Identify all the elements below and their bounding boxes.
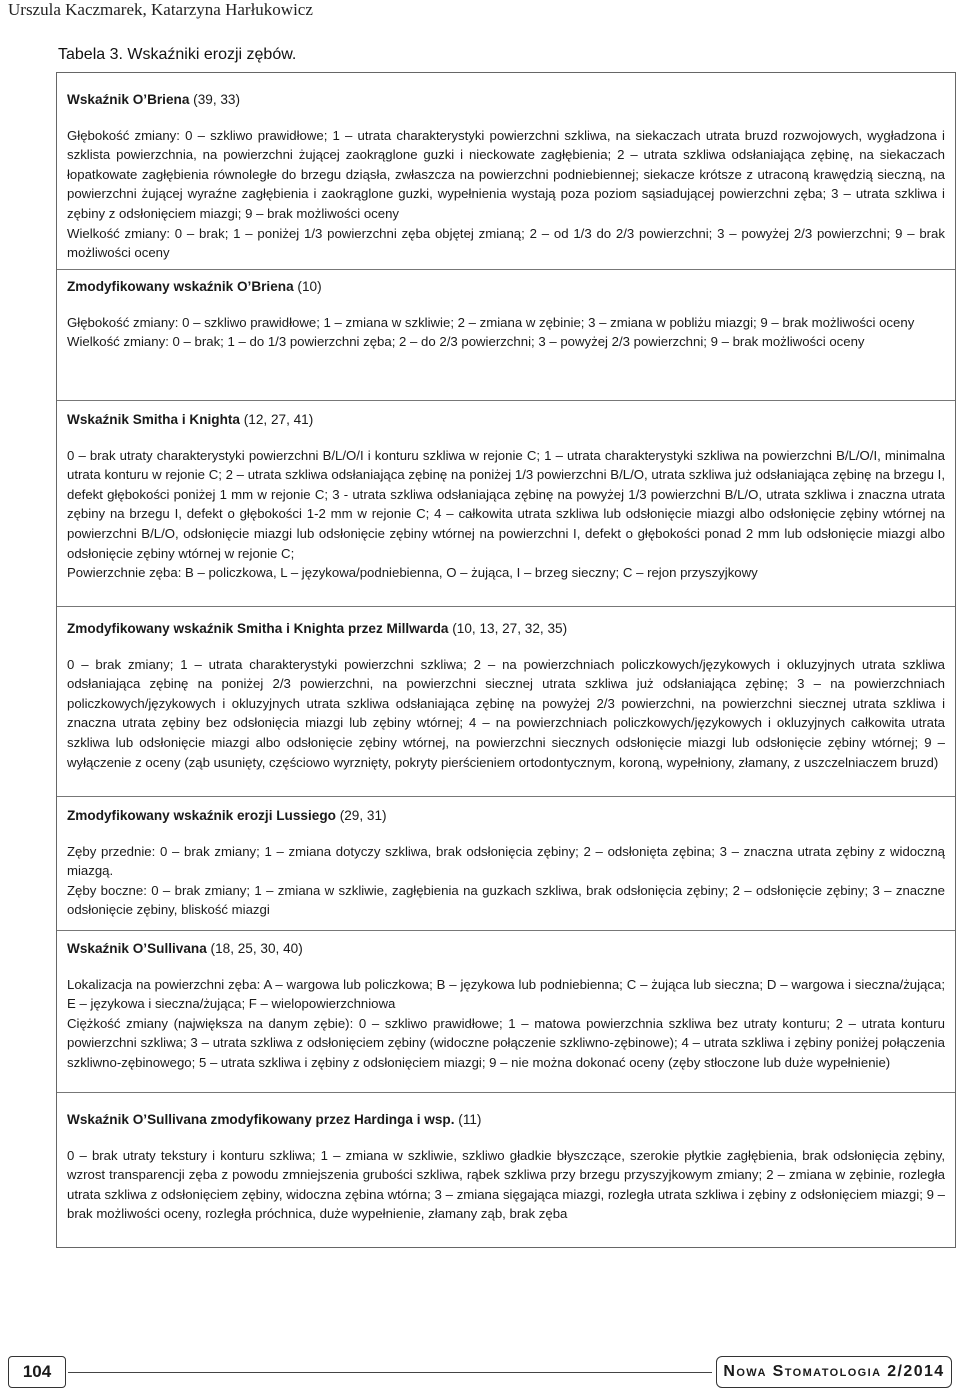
journal-name: Nowa Stomatologia 2/2014	[716, 1356, 952, 1388]
section-paragraph: 0 – brak zmiany; 1 – utrata charakterystyki powierzchni szkliwa; 2 – na powierzchniach policzkowych/językowych i okluzyjnych utrata szkliwa odsłaniająca zębinę na poniżej 2/3 powierzchni, na powierzchni siecznej utrata szkliwa już odsłaniająca zębinę; 3 – na powierzchniach policzkowych/językowych i okluzyjnych utrata szkliwa odsłaniająca zębinę na powyżej 2/3 powierzchni, na powierzchni siecznej utrata szkliwa i znaczna utrata zębiny bez odsłonięcia miazgi lub zębiny wtórnej; 4 – na powierzchniach policzkowych/językowych i okluzyjnych całkowita utrata szkliwa lub odsłonięcie miazgi albo odsłonięcie zębiny wtórnej, na powierzchni siecznych odsłonięcie miazgi lub odsłonięcie zębiny wtórnej; 9 – wyłączenie z oceny (ząb usunięty, częściowo wyrznięty, pokryty pierścieniem ortodontycznym, koroną, wypełniony, złamany, z uszczelniaczem bruzd)	[67, 656, 945, 770]
row-divider	[57, 930, 955, 931]
table-caption: Tabela 3. Wskaźniki erozji zębów.	[58, 46, 297, 63]
section-body	[67, 126, 945, 263]
page-number: 104	[8, 1356, 66, 1388]
section-refs: (11)	[454, 1112, 482, 1127]
section-harding	[67, 1110, 945, 1224]
section-paragraph: Lokalizacja na powierzchni zęba: A – wargowa lub policzkowa; B – językowa lub podniebienna; C – żująca lub sieczna; D – wargowa i sieczna/żująca; E – językowa i sieczna/żująca; F – wielopowierzchniowa	[67, 976, 945, 1012]
section-title: Zmodyfikowany wskaźnik erozji Lussiego	[67, 808, 336, 823]
section-body	[67, 655, 945, 773]
section-refs: (29, 31)	[335, 808, 387, 823]
section-title: Wskaźnik O’Sullivana zmodyfikowany przez Hardinga i wsp.	[67, 1112, 455, 1127]
section-title: Wskaźnik O’Sullivana	[67, 941, 207, 956]
section-body	[67, 975, 945, 1073]
section-title: Wskaźnik Smitha i Knighta	[67, 412, 240, 427]
section-osullivan	[67, 939, 945, 1073]
footer-rule	[68, 1372, 712, 1373]
row-divider	[57, 1092, 955, 1093]
section-paragraph: Wielkość zmiany: 0 – brak; 1 – do 1/3 powierzchni zęba; 2 – do 2/3 powierzchni; 3 – powyżej 2/3 powierzchni; 9 – brak możliwości oceny	[67, 334, 865, 350]
section-refs: (18, 25, 30, 40)	[206, 941, 303, 956]
section-title: Wskaźnik O’Briena	[67, 92, 190, 107]
row-divider	[57, 606, 955, 607]
row-divider	[57, 796, 955, 797]
section-paragraph: 0 – brak utraty charakterystyki powierzchni B/L/O/I i konturu szkliwa w rejonie C; 1 – utrata charakterystyki szkliwa na powierzchni B/L/O/I, minimalna utrata konturu w rejonie C; 2 – utrata szkliwa odsłaniająca zębinę na poniżej 1/3 powierzchni B/L/O, utrata szkliwa już odsłaniająca zębinę na brzegu I, defekt głębokości poniżej 1 mm w rejonie C; 3 - utrata szkliwa odsłaniająca zębinę na powyżej 1/3 powierzchni B/L/O, utrata szkliwa i znaczna utrata zębiny na brzegu I, defekt o głębokości 1-2 mm w rejonie C; 4 – całkowita utrata szkliwa lub odsłonięcie miazgi albo odsłonięcie zębiny wtórnej na powierzchni B/L/O, odsłonięcie miazgi lub odsłonięcie zębiny wtórnej na powierzchni I, defekt o głębokości ponad 2 mm lub odsłonięcie miazgi albo odsłonięcie zębiny wtórnej w rejonie C;	[67, 447, 945, 561]
section-heading	[67, 806, 945, 826]
section-body	[67, 1146, 945, 1224]
section-heading	[67, 1110, 945, 1130]
section-paragraph: Zęby przednie: 0 – brak zmiany; 1 – zmiana dotyczy szkliwa, brak odsłonięcia zębiny; 2 – odsłonięta zębina; 3 – znaczna utrata zębiny z widoczną miazgą.	[67, 843, 945, 879]
section-heading	[67, 277, 945, 297]
section-paragraph: 0 – brak utraty tekstury i konturu szkliwa; 1 – zmiana w szkliwie, szkliwo gładkie błyszczące, szerokie płytkie zagłębienia, brak odsłonięcia zębiny, wzrost transparencji zęba z powodu zmniejszenia grubości szkliwa, rąbek szkliwa przy brzegu przyszyjkowym zmiany; 2 – zmiana w zębinie, rozległa utrata szkliwa z odsłonięciem zębiny, widoczna zębina wtórna; 3 – zmiana sięgająca miazgi, rozległa utrata szkliwa i zębiny z odsłonięciem miazgi; 9 – brak możliwości oceny, rozległa próchnica, duże wypełnienie, złamany ząb, brak zęba	[67, 1147, 945, 1222]
section-paragraph: Ciężkość zmiany (największa na danym zębie): 0 – szkliwo prawidłowe; 1 – matowa powierzchnia szkliwa bez utraty konturu; 2 – utrata konturu powierzchni szkliwa; 3 – utrata szkliwa z odsłonięciem zębiny (widoczne połączenie szkliwno-zębinowe); 4 – utrata szkliwa i zębiny poniżej połączenia szkliwno-zębinowego; 5 – utrata szkliwa i zębiny z odsłonięciem miazgi; 9 – nie można dokonać oceny (zęby stłoczone lub duże wypełnienie)	[67, 1015, 945, 1070]
section-body	[67, 446, 945, 583]
section-smith-knight	[67, 410, 945, 583]
section-title: Zmodyfikowany wskaźnik Smitha i Knighta przez Millwarda	[67, 621, 449, 636]
page-footer	[8, 1356, 952, 1390]
section-paragraph: Zęby boczne: 0 – brak zmiany; 1 – zmiana w szkliwie, zagłębienia na guzkach szkliwa, brak odsłonięcia zębiny; 2 – odsłonięcie zębiny; 3 – znaczne odsłonięcie zębiny, bliskość miazgi	[67, 882, 945, 918]
section-modified-obrien	[67, 277, 945, 352]
section-obrien	[67, 90, 945, 263]
section-paragraph: Wielkość zmiany: 0 – brak; 1 – poniżej 1/3 powierzchni zęba objętej zmianą; 2 – od 1/3 do 2/3 powierzchni; 3 – powyżej 2/3 powierzchni; 9 – brak możliwości oceny	[67, 225, 945, 261]
section-heading	[67, 410, 945, 430]
section-heading	[67, 939, 945, 959]
section-body	[67, 842, 945, 920]
section-refs: (39, 33)	[189, 92, 241, 107]
section-body	[67, 313, 945, 352]
section-lussi	[67, 806, 945, 920]
table-box	[56, 72, 956, 1248]
section-refs: (10)	[293, 279, 322, 294]
section-millward	[67, 619, 945, 772]
section-refs: (12, 27, 41)	[239, 412, 314, 427]
section-paragraph: Powierzchnie zęba: B – policzkowa, L – językowa/podniebienna, O – żująca, I – brzeg sieczny; C – rejon przyszyjkowy	[67, 565, 758, 581]
section-heading	[67, 619, 945, 639]
row-divider	[57, 269, 955, 270]
section-heading	[67, 90, 945, 110]
section-refs: (10, 13, 27, 32, 35)	[448, 621, 568, 636]
section-title: Zmodyfikowany wskaźnik O’Briena	[67, 279, 294, 294]
row-divider	[57, 400, 955, 401]
section-paragraph: Głębokość zmiany: 0 – szkliwo prawidłowe; 1 – zmiana w szkliwie; 2 – zmiana w zębinie; 3 – zmiana w pobliżu miazgi; 9 – brak możliwości oceny	[67, 314, 915, 330]
running-head-authors: Urszula Kaczmarek, Katarzyna Harłukowicz	[8, 0, 313, 19]
section-paragraph: Głębokość zmiany: 0 – szkliwo prawidłowe; 1 – utrata charakterystyki powierzchni szkliwa, na siekaczach utrata bruzd rozwojowych, wygładzona i szklista powierzchnia, na powierzchni żującej zaokrąglone guzki i nieckowate zagłębienia; 2 – utrata szkliwa odsłaniająca zębinę, na siekaczach łopatkowate zagłębienia równoległe do brzegu dziąsła, zwłaszcza na powierzchni podniebiennej; siekacze krótsze z utraconą krawędzią sieczną, na powierzchni żującej wyraźne zagłębienia i zaokrąglone guzki, wypełnienia wystają poza poziom sąsiadującej powierzchni zęba; 3 – utrata szkliwa i zębiny z odsłonięciem miazgi; 9 – brak możliwości oceny	[67, 127, 945, 221]
